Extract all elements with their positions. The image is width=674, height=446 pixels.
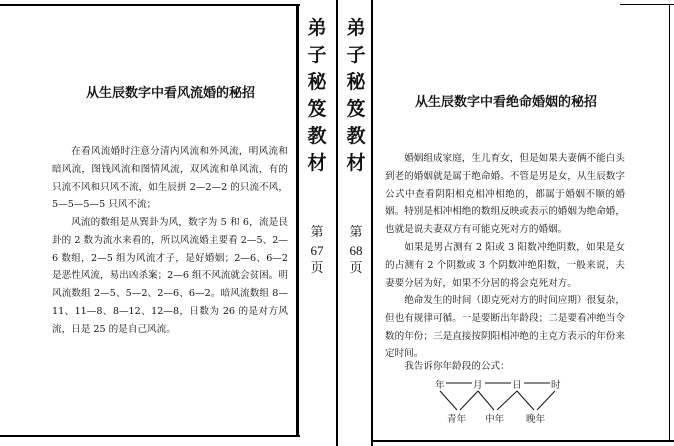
page-number bbox=[336, 242, 376, 260]
right-paragraph-3: 绝命发生的时间（即克死对方的时间应期）很复杂，但也有规律可循。一是要断出年龄段；二是要看冲绝当令数的年份；三是直接按阴阳相冲绝的主克方表示的年份来定时间。 bbox=[385, 295, 625, 360]
formula-node-year: 年 bbox=[435, 380, 445, 391]
formula-node-hour: 时 bbox=[551, 380, 561, 391]
formula-node-day: 日 bbox=[512, 380, 522, 391]
right-paragraph-2: 如果是男占测有 2 阳或 3 阳数冲绝阴数，如果是女的占测有 2 个阴数或 3 个阴数冲绝阳数，一般来说，夫妻要分居为好，如果不分居的将会克死对方。 bbox=[385, 242, 625, 289]
spine-title-char: 材 bbox=[307, 152, 327, 174]
spine-title-char: 笈 bbox=[307, 98, 327, 120]
spine-title-char: 弟 bbox=[307, 17, 327, 39]
spine-title-char: 教 bbox=[346, 125, 366, 147]
formula-group-youth: 青年 bbox=[447, 414, 467, 425]
spine-title-char: 秘 bbox=[346, 71, 366, 93]
formula-branch bbox=[478, 391, 494, 410]
spine-title-char: 子 bbox=[346, 44, 366, 66]
page-prefix: 第 bbox=[310, 225, 324, 240]
spine-title-char: 笈 bbox=[346, 98, 366, 120]
page-suffix: 页 bbox=[349, 261, 363, 276]
right-page-bottom-border bbox=[371, 440, 674, 442]
left-page-bottom-border bbox=[0, 435, 300, 437]
right-page-right-edge bbox=[669, 4, 670, 442]
formula-branch bbox=[497, 391, 517, 410]
right-page-title: 从生辰数字中看绝命婚姻的秘招 bbox=[415, 95, 598, 110]
formula-node-month: 月 bbox=[473, 380, 483, 391]
page-number bbox=[297, 242, 337, 260]
left-paragraph-2: 风流的数组是从巽卦为风，数字为 5 和 6，流是艮卦的 2 数为流水来看的，所以风流婚主要看 2—5、2—6 数组，2—5 组为风流才子，是好婚姻；2—6、6—2 是恶性风流，易出凶杀案；2—6 组不风流就会贫困。明风流数组 2—5、5—2、2—6、6—2。暗风流数组 8—11、11—8、8—12、12—8，日数为 26 的是对方风流，日是 25 的是自己风流。 bbox=[52, 217, 288, 335]
page-number-value: 68 bbox=[349, 243, 363, 258]
formula-branch bbox=[440, 391, 457, 410]
spine-title-char: 弟 bbox=[346, 17, 366, 39]
spine-title-char: 秘 bbox=[307, 71, 327, 93]
left-page-top-border bbox=[0, 4, 300, 6]
spine-title-char: 子 bbox=[307, 44, 327, 66]
formula-group-middle-age: 中年 bbox=[485, 414, 505, 425]
right-paragraph-4: 我告诉你年龄段的公式： bbox=[404, 361, 510, 372]
formula-branch bbox=[537, 391, 555, 410]
page-number-value: 67 bbox=[310, 243, 324, 258]
right-paragraph-1: 婚姻组成家庭，生儿育女，但是如果夫妻俩不能白头到老的婚姻就是属于绝命婚。不管是男是女，从生辰数字公式中查看阴阳相克相冲相绝的，都属于婚姻不顺的婚姻。特别是相冲相绝的数组反映或表示的婚姻为绝命婚，也就是说夫妻双方有可能克死对方的婚姻。 bbox=[385, 153, 625, 236]
formula-branch bbox=[460, 391, 478, 410]
left-page-title: 从生辰数字中看风流婚的秘招 bbox=[86, 86, 256, 101]
spine-title-char: 教 bbox=[307, 125, 327, 147]
right-spine bbox=[336, 0, 376, 446]
formula-branch bbox=[517, 391, 534, 410]
left-spine bbox=[297, 0, 337, 446]
right-page-top-border bbox=[620, 4, 674, 5]
page-prefix: 第 bbox=[349, 225, 363, 240]
formula-group-old-age: 晚年 bbox=[526, 414, 546, 425]
spine-title-char: 材 bbox=[346, 152, 366, 174]
page-suffix: 页 bbox=[310, 261, 324, 276]
left-paragraph-1: 在看风流婚时注意分清内风流和外风流，明风流和暗风流，图钱风流和图情风流，双风流和单风流，有的只流不风和只风不流，如生辰拼 2—2—2 的只流不风，5—5—5—5 只风不流； bbox=[52, 146, 288, 211]
